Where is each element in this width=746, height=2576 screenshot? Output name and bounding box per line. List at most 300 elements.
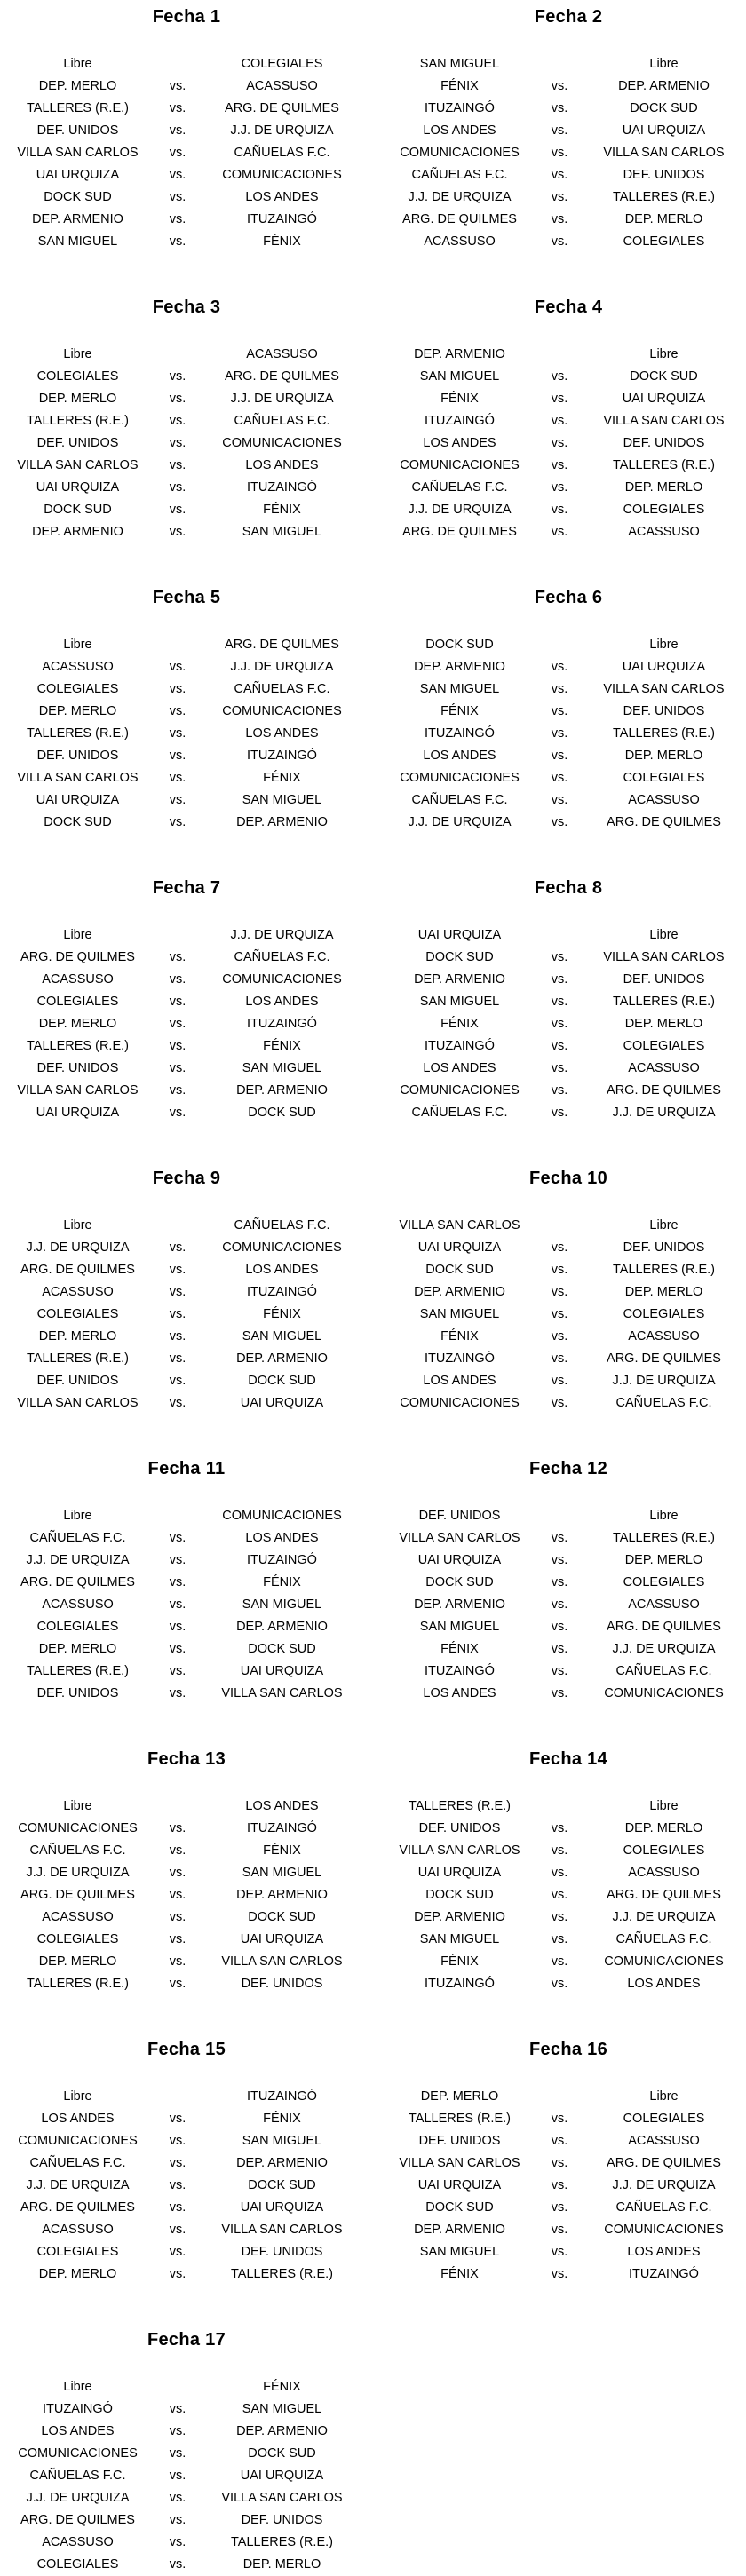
away-team: UAI URQUIZA [240, 1664, 324, 1678]
vs-label: vs. [169, 234, 186, 249]
match-row [382, 745, 746, 767]
home-team: TALLERES (R.E.) [27, 1664, 129, 1678]
home-team: FÉNIX [440, 1954, 479, 1969]
home-team: ACASSUSO [42, 2535, 114, 2549]
home-team: COLEGIALES [36, 995, 119, 1009]
vs-separator [155, 634, 200, 656]
fecha-title: Fecha 11 [147, 1459, 226, 1478]
away-team: DEF. UNIDOS [241, 1977, 323, 1991]
match-row [382, 1884, 746, 1906]
away-team: SAN MIGUEL [242, 793, 322, 807]
home-team: COLEGIALES [36, 369, 119, 384]
home-team: DEF. UNIDOS [36, 123, 119, 138]
away-team: ARG. DE QUILMES [225, 101, 339, 115]
match-row [0, 1906, 373, 1929]
vs-label: vs. [551, 146, 568, 160]
home-team: VILLA SAN CARLOS [17, 1083, 139, 1098]
away-team: UAI URQUIZA [240, 2200, 324, 2215]
vs-label: vs. [169, 1531, 186, 1545]
fecha-title: Fecha 12 [528, 1459, 607, 1478]
match-row [0, 1638, 373, 1661]
home-team: FÉNIX [440, 392, 479, 406]
libre-row [382, 634, 746, 656]
away-team: J.J. DE URQUIZA [612, 1910, 716, 1924]
libre-away: Libre [649, 638, 679, 652]
match-row [0, 789, 373, 812]
vs-label: vs. [551, 1039, 568, 1053]
match-row [382, 231, 746, 253]
match-row [0, 1951, 373, 1973]
libre-row [0, 1215, 373, 1237]
match-row [0, 1326, 373, 1348]
vs-label: vs. [551, 123, 568, 138]
away-team: ACASSUSO [628, 2134, 700, 2148]
match-row [0, 2554, 373, 2576]
away-team: DEP. ARMENIO [236, 1083, 328, 1098]
away-team: DEF. UNIDOS [623, 436, 705, 450]
away-team: COMUNICACIONES [222, 436, 342, 450]
home-team: ITUZAINGÓ [43, 2402, 113, 2416]
home-team: UAI URQUIZA [417, 1553, 502, 1567]
home-team: J.J. DE URQUIZA [26, 1553, 130, 1567]
match-row [0, 2443, 373, 2465]
match-row [382, 2108, 746, 2130]
home-team: COLEGIALES [36, 1307, 119, 1321]
vs-label: vs. [169, 749, 186, 763]
home-team: ITUZAINGÓ [425, 1039, 495, 1053]
vs-label: vs. [551, 436, 568, 450]
home-team: ACASSUSO [42, 1597, 114, 1612]
match-row [0, 2241, 373, 2263]
fecha-title: Fecha 13 [147, 1749, 226, 1769]
match-row [0, 1348, 373, 1370]
away-team: VILLA SAN CARLOS [221, 2491, 343, 2505]
away-team: DOCK SUD [248, 1642, 316, 1656]
fecha-title: Fecha 17 [147, 2330, 226, 2350]
home-team: COMUNICACIONES [18, 2446, 138, 2461]
home-team: VILLA SAN CARLOS [17, 771, 139, 785]
away-team: ACASSUSO [628, 1061, 700, 1075]
vs-label: vs. [169, 1932, 186, 1946]
away-team: LOS ANDES [245, 1263, 319, 1277]
libre-away: LOS ANDES [245, 1799, 319, 1813]
match-row [382, 366, 746, 388]
libre-row [0, 1795, 373, 1818]
home-team: J.J. DE URQUIZA [26, 1866, 130, 1880]
vs-label: vs. [169, 1821, 186, 1835]
away-team: TALLERES (R.E.) [231, 2535, 333, 2549]
home-team: DEP. MERLO [38, 1017, 117, 1031]
away-team: COMUNICACIONES [222, 1240, 342, 1255]
away-team: ITUZAINGÓ [247, 480, 317, 495]
vs-label: vs. [169, 1083, 186, 1098]
match-row [0, 2487, 373, 2509]
match-row [0, 1661, 373, 1683]
vs-label: vs. [169, 458, 186, 472]
fecha-block [382, 1749, 746, 1995]
vs-label: vs. [551, 704, 568, 718]
match-row [382, 1370, 746, 1392]
away-team: LOS ANDES [245, 458, 319, 472]
libre-home: DEF. UNIDOS [418, 1509, 501, 1523]
away-team: VILLA SAN CARLOS [221, 2223, 343, 2237]
home-team: ACASSUSO [42, 972, 114, 987]
vs-separator [155, 1505, 200, 1527]
home-team: CAÑUELAS F.C. [29, 2156, 126, 2170]
away-team: LOS ANDES [245, 995, 319, 1009]
away-team: LOS ANDES [245, 1531, 319, 1545]
home-team: DEF. UNIDOS [36, 1686, 119, 1700]
vs-label: vs. [169, 704, 186, 718]
libre-row [0, 344, 373, 366]
home-team: LOS ANDES [41, 2424, 115, 2438]
away-team: DEP. MERLO [624, 480, 703, 495]
match-row [382, 1594, 746, 1616]
vs-label: vs. [551, 1597, 568, 1612]
libre-home: SAN MIGUEL [419, 57, 500, 71]
home-team: ITUZAINGÓ [425, 1977, 495, 1991]
away-team: UAI URQUIZA [622, 123, 706, 138]
home-team: TALLERES (R.E.) [27, 101, 129, 115]
home-team: DEP. ARMENIO [414, 1910, 505, 1924]
away-team: DOCK SUD [248, 1910, 316, 1924]
match-row [0, 1616, 373, 1638]
away-team: DEP. MERLO [624, 1285, 703, 1299]
vs-label: vs. [551, 1329, 568, 1343]
match-row [382, 1527, 746, 1550]
fecha-title: Fecha 3 [152, 297, 221, 317]
match-row [0, 209, 373, 231]
match-row [382, 2175, 746, 2197]
away-team: DEP. ARMENIO [236, 2424, 328, 2438]
vs-label: vs. [169, 1307, 186, 1321]
match-row [382, 1550, 746, 1572]
match-row [0, 1884, 373, 1906]
match-row [0, 678, 373, 701]
fecha-block [0, 297, 373, 543]
vs-label: vs. [169, 190, 186, 204]
vs-label: vs. [169, 436, 186, 450]
away-team: COMUNICACIONES [222, 704, 342, 718]
home-team: FÉNIX [440, 1642, 479, 1656]
match-row [0, 2465, 373, 2487]
match-row [382, 1840, 746, 1862]
home-team: LOS ANDES [41, 2112, 115, 2126]
libre-row [382, 53, 746, 75]
away-team: VILLA SAN CARLOS [221, 1686, 343, 1700]
home-team: VILLA SAN CARLOS [17, 146, 139, 160]
away-team: VILLA SAN CARLOS [603, 682, 725, 696]
home-team: VILLA SAN CARLOS [399, 1531, 520, 1545]
match-row [382, 2197, 746, 2219]
away-team: SAN MIGUEL [242, 1866, 322, 1880]
home-team: UAI URQUIZA [417, 2178, 502, 2192]
match-row [382, 186, 746, 209]
vs-separator [155, 1215, 200, 1237]
libre-row [382, 2086, 746, 2108]
vs-label: vs. [169, 682, 186, 696]
match-row [0, 1929, 373, 1951]
vs-label: vs. [169, 101, 186, 115]
home-team: DOCK SUD [44, 815, 112, 829]
away-team: DEF. UNIDOS [623, 972, 705, 987]
vs-label: vs. [551, 950, 568, 964]
vs-label: vs. [169, 2200, 186, 2215]
away-team: FÉNIX [263, 1843, 301, 1858]
home-team: J.J. DE URQUIZA [26, 2178, 130, 2192]
match-row [382, 1281, 746, 1304]
home-team: DOCK SUD [425, 950, 494, 964]
match-row [0, 1683, 373, 1705]
match-row [0, 701, 373, 723]
match-row [0, 1035, 373, 1058]
match-row [0, 2421, 373, 2443]
match-row [382, 701, 746, 723]
vs-label: vs. [551, 190, 568, 204]
away-team: CAÑUELAS F.C. [615, 1664, 712, 1678]
away-team: DEP. MERLO [624, 1553, 703, 1567]
vs-label: vs. [169, 2245, 186, 2259]
home-team: CAÑUELAS F.C. [411, 1106, 508, 1120]
libre-away: COMUNICACIONES [222, 1509, 342, 1523]
vs-label: vs. [551, 1374, 568, 1388]
away-team: FÉNIX [263, 2112, 301, 2126]
libre-home: VILLA SAN CARLOS [399, 1218, 520, 1233]
fecha-title: Fecha 6 [534, 588, 603, 607]
home-team: COMUNICACIONES [400, 146, 520, 160]
libre-home: Libre [63, 2380, 92, 2394]
home-team: SAN MIGUEL [419, 369, 500, 384]
fecha-block [382, 297, 746, 543]
match-row [382, 98, 746, 120]
libre-home: DOCK SUD [425, 638, 494, 652]
fecha-block [382, 1459, 746, 1705]
vs-label: vs. [551, 1351, 568, 1366]
vs-label: vs. [169, 525, 186, 539]
away-team: ITUZAINGÓ [247, 1821, 317, 1835]
vs-label: vs. [169, 369, 186, 384]
away-team: ITUZAINGÓ [247, 1017, 317, 1031]
vs-label: vs. [551, 234, 568, 249]
away-team: DEP. MERLO [624, 212, 703, 226]
vs-label: vs. [169, 2267, 186, 2281]
away-team: VILLA SAN CARLOS [603, 414, 725, 428]
away-team: ITUZAINGÓ [247, 1285, 317, 1299]
vs-separator [537, 924, 582, 947]
home-team: DEP. ARMENIO [32, 525, 123, 539]
vs-label: vs. [551, 101, 568, 115]
match-row [382, 455, 746, 477]
match-row [382, 75, 746, 98]
fecha-block [0, 7, 373, 253]
vs-separator [537, 1505, 582, 1527]
fecha-block [0, 878, 373, 1124]
fecha-title: Fecha 8 [534, 878, 603, 898]
vs-label: vs. [169, 1977, 186, 1991]
match-row [0, 499, 373, 521]
match-row [382, 1304, 746, 1326]
match-row [382, 1259, 746, 1281]
libre-away: Libre [649, 1799, 679, 1813]
match-row [382, 812, 746, 834]
home-team: ACASSUSO [42, 2223, 114, 2237]
away-team: DEP. ARMENIO [236, 1620, 328, 1634]
vs-label: vs. [169, 392, 186, 406]
away-team: TALLERES (R.E.) [613, 995, 715, 1009]
vs-label: vs. [169, 1396, 186, 1410]
away-team: VILLA SAN CARLOS [221, 1954, 343, 1969]
away-team: SAN MIGUEL [242, 525, 322, 539]
away-team: UAI URQUIZA [622, 392, 706, 406]
vs-label: vs. [551, 1083, 568, 1098]
vs-label: vs. [551, 1866, 568, 1880]
vs-label: vs. [169, 1866, 186, 1880]
home-team: SAN MIGUEL [419, 682, 500, 696]
home-team: ARG. DE QUILMES [20, 2513, 135, 2527]
match-row [0, 521, 373, 543]
home-team: VILLA SAN CARLOS [399, 1843, 520, 1858]
vs-label: vs. [551, 1531, 568, 1545]
home-team: FÉNIX [440, 704, 479, 718]
home-team: FÉNIX [440, 1017, 479, 1031]
vs-label: vs. [169, 212, 186, 226]
vs-label: vs. [551, 660, 568, 674]
match-row [0, 2263, 373, 2286]
vs-label: vs. [551, 726, 568, 741]
vs-label: vs. [169, 995, 186, 1009]
away-team: ARG. DE QUILMES [607, 1620, 721, 1634]
match-row [382, 1951, 746, 1973]
away-team: J.J. DE URQUIZA [612, 1106, 716, 1120]
home-team: DOCK SUD [44, 503, 112, 517]
vs-label: vs. [551, 414, 568, 428]
away-team: ACASSUSO [628, 1597, 700, 1612]
libre-home: Libre [63, 1799, 92, 1813]
away-team: COMUNICACIONES [222, 972, 342, 987]
match-row [0, 2398, 373, 2421]
libre-away: COLEGIALES [241, 57, 323, 71]
libre-home: Libre [63, 57, 92, 71]
vs-label: vs. [551, 1285, 568, 1299]
vs-label: vs. [551, 1910, 568, 1924]
match-row [382, 1973, 746, 1995]
vs-separator [537, 2086, 582, 2108]
away-team: J.J. DE URQUIZA [230, 392, 334, 406]
match-row [382, 2219, 746, 2241]
vs-label: vs. [551, 1686, 568, 1700]
match-row [0, 1102, 373, 1124]
fecha-title: Fecha 10 [528, 1169, 607, 1188]
libre-away: Libre [649, 928, 679, 942]
vs-label: vs. [169, 1843, 186, 1858]
away-team: LOS ANDES [627, 1977, 701, 1991]
vs-label: vs. [169, 2156, 186, 2170]
match-row [0, 2152, 373, 2175]
fecha-title: Fecha 15 [147, 2040, 226, 2059]
home-team: UAI URQUIZA [36, 480, 120, 495]
home-team: DEP. MERLO [38, 1642, 117, 1656]
vs-label: vs. [169, 1686, 186, 1700]
match-row [0, 969, 373, 991]
vs-label: vs. [551, 392, 568, 406]
libre-row [382, 1795, 746, 1818]
away-team: ACASSUSO [628, 1329, 700, 1343]
libre-home: UAI URQUIZA [417, 928, 502, 942]
away-team: COLEGIALES [623, 503, 705, 517]
home-team: DEP. ARMENIO [414, 1285, 505, 1299]
vs-label: vs. [169, 480, 186, 495]
match-row [382, 499, 746, 521]
home-team: ARG. DE QUILMES [402, 212, 517, 226]
libre-row [0, 2086, 373, 2108]
home-team: DEP. MERLO [38, 1954, 117, 1969]
match-row [382, 1638, 746, 1661]
away-team: TALLERES (R.E.) [613, 190, 715, 204]
away-team: COMUNICACIONES [222, 168, 342, 182]
match-row [382, 947, 746, 969]
home-team: COMUNICACIONES [400, 1396, 520, 1410]
match-row [0, 1527, 373, 1550]
match-row [382, 969, 746, 991]
match-row [0, 1237, 373, 1259]
away-team: COMUNICACIONES [604, 2223, 724, 2237]
match-row [0, 745, 373, 767]
home-team: ARG. DE QUILMES [20, 1263, 135, 1277]
away-team: CAÑUELAS F.C. [615, 2200, 712, 2215]
home-team: LOS ANDES [423, 1374, 496, 1388]
vs-label: vs. [169, 1285, 186, 1299]
home-team: LOS ANDES [423, 1061, 496, 1075]
match-row [0, 1304, 373, 1326]
vs-label: vs. [551, 1307, 568, 1321]
match-row [382, 1683, 746, 1705]
home-team: FÉNIX [440, 79, 479, 93]
away-team: FÉNIX [263, 503, 301, 517]
away-team: DOCK SUD [630, 101, 698, 115]
match-row [0, 455, 373, 477]
vs-label: vs. [551, 1664, 568, 1678]
vs-label: vs. [169, 1910, 186, 1924]
match-row [0, 723, 373, 745]
vs-label: vs. [551, 2245, 568, 2259]
home-team: CAÑUELAS F.C. [411, 480, 508, 495]
libre-row [382, 344, 746, 366]
vs-label: vs. [551, 815, 568, 829]
match-row [0, 410, 373, 432]
vs-label: vs. [551, 2112, 568, 2126]
home-team: SAN MIGUEL [419, 1932, 500, 1946]
home-team: DOCK SUD [425, 2200, 494, 2215]
vs-label: vs. [551, 771, 568, 785]
libre-row [0, 2376, 373, 2398]
vs-label: vs. [551, 1263, 568, 1277]
away-team: DOCK SUD [248, 2446, 316, 2461]
home-team: DEF. UNIDOS [36, 436, 119, 450]
vs-separator [155, 1795, 200, 1818]
match-row [0, 432, 373, 455]
match-row [0, 1818, 373, 1840]
home-team: VILLA SAN CARLOS [399, 2156, 520, 2170]
libre-home: Libre [63, 347, 92, 361]
away-team: DEF. UNIDOS [241, 2245, 323, 2259]
fecha-title: Fecha 7 [152, 878, 221, 898]
fecha-block [382, 1169, 746, 1415]
home-team: ITUZAINGÓ [425, 101, 495, 115]
match-row [382, 477, 746, 499]
vs-label: vs. [551, 2134, 568, 2148]
vs-label: vs. [169, 1263, 186, 1277]
fecha-block [0, 1169, 373, 1415]
